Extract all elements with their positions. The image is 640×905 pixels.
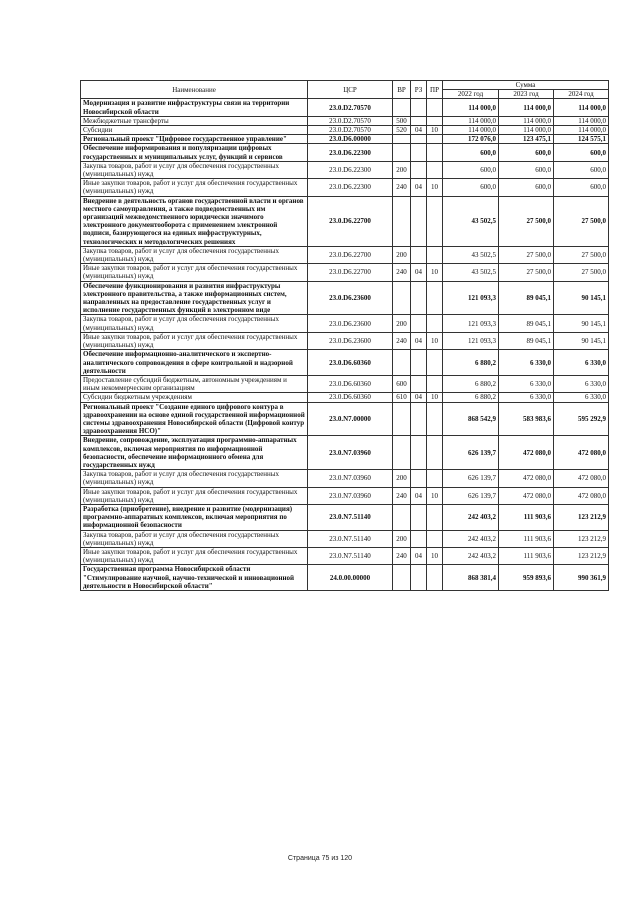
table-row [81, 135, 609, 144]
row-name: Предоставление субсидий бюджетным, автономным учреждениям и иным некоммерческим организациям [81, 375, 308, 392]
row-name: Обеспечение информационно-аналитического и экспертно-аналитического сопровождения в сфере контрольной и надзорной деятельности [81, 350, 308, 376]
table-row [81, 161, 609, 178]
row-amount-2024: 27 500,0 [554, 246, 609, 263]
row-amount-2022: 626 139,7 [443, 436, 499, 470]
row-pr [427, 565, 443, 591]
table-row [81, 264, 609, 281]
row-csr: 23.0.D6.60360 [308, 350, 393, 376]
row-rz [411, 196, 427, 246]
row-pr [427, 504, 443, 530]
table-row [81, 196, 609, 246]
table-row [81, 470, 609, 487]
row-amount-2024: 600,0 [554, 144, 609, 161]
row-rz [411, 375, 427, 392]
row-vr: 240 [393, 487, 411, 504]
row-amount-2024: 90 145,1 [554, 332, 609, 349]
row-name: Внедрение, сопровождение, эксплуатация программно-аппаратных комплексов, включая мероприятия по информационной безопасности, обеспечение информационного обмена для государственных нужд [81, 436, 308, 470]
row-amount-2023: 472 080,0 [499, 436, 554, 470]
row-csr: 23.0.D6.22300 [308, 179, 393, 196]
header-pr: ПР [427, 81, 443, 99]
table-row [81, 350, 609, 376]
header-sum: Сумма [443, 81, 609, 90]
row-vr [393, 402, 411, 436]
row-rz [411, 144, 427, 161]
row-rz [411, 436, 427, 470]
row-amount-2023: 472 080,0 [499, 487, 554, 504]
row-rz: 04 [411, 487, 427, 504]
row-amount-2023: 89 045,1 [499, 281, 554, 315]
row-pr [427, 350, 443, 376]
row-csr: 23.0.D6.60360 [308, 393, 393, 402]
row-name: Региональный проект "Создание единого цифрового контура в здравоохранении на основе единой государственной информационной системы здравоохранения Новосибирской области (Цифровой контур здравоохранения НСО)" [81, 402, 308, 436]
row-amount-2023: 600,0 [499, 161, 554, 178]
row-amount-2024: 124 575,1 [554, 135, 609, 144]
budget-table [80, 80, 609, 591]
table-row [81, 530, 609, 547]
row-rz: 04 [411, 393, 427, 402]
row-vr: 200 [393, 530, 411, 547]
header-name: Наименование [81, 81, 308, 99]
row-name: Модернизация и развитие инфраструктуры связи на территории Новосибирской области [81, 99, 308, 116]
row-amount-2023: 89 045,1 [499, 315, 554, 332]
row-csr: 23.0.N7.03960 [308, 470, 393, 487]
row-rz [411, 161, 427, 178]
row-amount-2023: 959 893,6 [499, 565, 554, 591]
row-name: Иные закупки товаров, работ и услуг для обеспечения государственных (муниципальных) нужд [81, 179, 308, 196]
row-amount-2024: 114 000,0 [554, 126, 609, 135]
row-amount-2024: 90 145,1 [554, 315, 609, 332]
table-body [81, 99, 609, 591]
row-pr: 10 [427, 547, 443, 564]
row-amount-2022: 242 403,2 [443, 530, 499, 547]
row-vr [393, 565, 411, 591]
table-row [81, 144, 609, 161]
table-row [81, 179, 609, 196]
row-amount-2024: 123 212,9 [554, 547, 609, 564]
row-csr: 23.0.D6.00000 [308, 135, 393, 144]
row-amount-2023: 6 330,0 [499, 375, 554, 392]
row-amount-2024: 114 000,0 [554, 116, 609, 125]
header-csr: ЦСР [308, 81, 393, 99]
row-rz: 04 [411, 332, 427, 349]
row-pr [427, 99, 443, 116]
row-name: Государственная программа Новосибирской области "Стимулирование научной, научно-технической и инновационной деятельности в Новосибирской области" [81, 565, 308, 591]
row-csr: 23.0.D6.22700 [308, 196, 393, 246]
row-rz: 04 [411, 179, 427, 196]
row-pr: 10 [427, 126, 443, 135]
row-vr [393, 135, 411, 144]
row-name: Закупка товаров, работ и услуг для обеспечения государственных (муниципальных) нужд [81, 315, 308, 332]
table-row [81, 393, 609, 402]
budget-table-container [80, 80, 608, 591]
row-rz: 04 [411, 547, 427, 564]
row-vr: 200 [393, 246, 411, 263]
row-vr [393, 196, 411, 246]
row-pr [427, 144, 443, 161]
row-pr [427, 116, 443, 125]
row-amount-2024: 600,0 [554, 179, 609, 196]
row-vr [393, 144, 411, 161]
row-vr [393, 350, 411, 376]
header-year-2022: 2022 год [443, 90, 499, 99]
row-amount-2023: 114 000,0 [499, 116, 554, 125]
row-pr: 10 [427, 179, 443, 196]
row-csr: 23.0.N7.51140 [308, 504, 393, 530]
row-amount-2022: 43 502,5 [443, 196, 499, 246]
row-amount-2022: 6 880,2 [443, 350, 499, 376]
table-row [81, 116, 609, 125]
row-amount-2022: 868 381,4 [443, 565, 499, 591]
row-amount-2024: 595 292,9 [554, 402, 609, 436]
row-amount-2024: 472 080,0 [554, 436, 609, 470]
row-amount-2022: 242 403,2 [443, 547, 499, 564]
row-pr [427, 470, 443, 487]
row-amount-2024: 472 080,0 [554, 487, 609, 504]
row-vr: 600 [393, 375, 411, 392]
header-vr: ВР [393, 81, 411, 99]
row-amount-2022: 114 000,0 [443, 99, 499, 116]
row-amount-2023: 27 500,0 [499, 264, 554, 281]
row-amount-2024: 600,0 [554, 161, 609, 178]
row-vr: 240 [393, 332, 411, 349]
row-rz [411, 470, 427, 487]
row-vr: 240 [393, 179, 411, 196]
row-csr: 24.0.00.00000 [308, 565, 393, 591]
row-amount-2022: 242 403,2 [443, 504, 499, 530]
row-vr [393, 436, 411, 470]
row-rz [411, 99, 427, 116]
table-row [81, 126, 609, 135]
row-rz [411, 565, 427, 591]
row-amount-2023: 600,0 [499, 179, 554, 196]
row-amount-2023: 114 000,0 [499, 99, 554, 116]
row-rz: 04 [411, 126, 427, 135]
header-year-2023: 2023 год [499, 90, 554, 99]
row-name: Закупка товаров, работ и услуг для обеспечения государственных (муниципальных) нужд [81, 161, 308, 178]
row-pr [427, 161, 443, 178]
row-amount-2024: 27 500,0 [554, 196, 609, 246]
row-amount-2024: 6 330,0 [554, 375, 609, 392]
row-amount-2022: 600,0 [443, 144, 499, 161]
row-csr: 23.0.N7.00000 [308, 402, 393, 436]
row-csr: 23.0.D6.23600 [308, 281, 393, 315]
row-name: Закупка товаров, работ и услуг для обеспечения государственных (муниципальных) нужд [81, 530, 308, 547]
table-row [81, 99, 609, 116]
row-amount-2023: 583 983,6 [499, 402, 554, 436]
row-amount-2023: 6 330,0 [499, 393, 554, 402]
row-amount-2022: 121 093,3 [443, 332, 499, 349]
table-row [81, 281, 609, 315]
row-amount-2023: 27 500,0 [499, 246, 554, 263]
row-rz [411, 116, 427, 125]
row-csr: 23.0.D6.22300 [308, 144, 393, 161]
row-rz [411, 315, 427, 332]
row-csr: 23.0.N7.03960 [308, 487, 393, 504]
row-pr [427, 281, 443, 315]
table-row [81, 332, 609, 349]
row-amount-2022: 6 880,2 [443, 393, 499, 402]
row-name: Внедрение в деятельность органов государственной власти и органов местного самоуправления, а также подведомственных им организаций межведомственного юридически значимого электронного документооборота с применением электронной подписи, базирующегося на единых инфраструктурных, технологических и методологических решениях [81, 196, 308, 246]
table-row [81, 547, 609, 564]
table-row [81, 565, 609, 591]
row-csr: 23.0.N7.51140 [308, 547, 393, 564]
header-rz: РЗ [411, 81, 427, 99]
row-amount-2024: 6 330,0 [554, 393, 609, 402]
row-amount-2022: 626 139,7 [443, 470, 499, 487]
row-name: Закупка товаров, работ и услуг для обеспечения государственных (муниципальных) нужд [81, 470, 308, 487]
row-vr: 240 [393, 264, 411, 281]
row-amount-2022: 6 880,2 [443, 375, 499, 392]
row-amount-2024: 27 500,0 [554, 264, 609, 281]
row-name: Разработка (приобретение), внедрение и развитие (модернизация) программно-аппаратных комплексов, включая мероприятия по информационной безопасности [81, 504, 308, 530]
row-amount-2023: 27 500,0 [499, 196, 554, 246]
table-row [81, 315, 609, 332]
row-pr: 10 [427, 332, 443, 349]
row-amount-2023: 472 080,0 [499, 470, 554, 487]
row-pr: 10 [427, 393, 443, 402]
row-amount-2023: 600,0 [499, 144, 554, 161]
header-year-2024: 2024 год [554, 90, 609, 99]
row-vr [393, 504, 411, 530]
row-amount-2022: 121 093,3 [443, 315, 499, 332]
row-vr: 520 [393, 126, 411, 135]
row-csr: 23.0.D6.22700 [308, 246, 393, 263]
row-pr [427, 315, 443, 332]
row-pr: 10 [427, 487, 443, 504]
row-name: Иные закупки товаров, работ и услуг для обеспечения государственных (муниципальных) нужд [81, 264, 308, 281]
row-name: Обеспечение функционирования и развития инфраструктуры электронного правительства, а также информационных систем, направленных на предоставление государственных услуг и исполнение государственных функций в электронном виде [81, 281, 308, 315]
row-amount-2022: 43 502,5 [443, 264, 499, 281]
row-amount-2022: 114 000,0 [443, 116, 499, 125]
row-csr: 23.0.D2.70570 [308, 116, 393, 125]
row-pr [427, 530, 443, 547]
row-name: Региональный проект "Цифровое государственное управление" [81, 135, 308, 144]
row-rz [411, 135, 427, 144]
row-amount-2024: 123 212,9 [554, 530, 609, 547]
row-amount-2023: 89 045,1 [499, 332, 554, 349]
row-amount-2022: 626 139,7 [443, 487, 499, 504]
row-vr: 200 [393, 161, 411, 178]
row-csr: 23.0.D2.70570 [308, 126, 393, 135]
row-rz [411, 504, 427, 530]
table-row [81, 504, 609, 530]
row-name: Обеспечение информирования и популяризации цифровых государственных и муниципальных услуг, функций и сервисов [81, 144, 308, 161]
row-vr [393, 281, 411, 315]
row-amount-2022: 600,0 [443, 179, 499, 196]
row-csr: 23.0.N7.51140 [308, 530, 393, 547]
row-rz [411, 350, 427, 376]
table-row [81, 436, 609, 470]
row-amount-2022: 43 502,5 [443, 246, 499, 263]
table-row [81, 375, 609, 392]
row-rz [411, 281, 427, 315]
row-csr: 23.0.D6.23600 [308, 315, 393, 332]
row-name: Иные закупки товаров, работ и услуг для обеспечения государственных (муниципальных) нужд [81, 487, 308, 504]
row-rz [411, 530, 427, 547]
row-vr: 200 [393, 470, 411, 487]
row-amount-2022: 114 000,0 [443, 126, 499, 135]
row-amount-2023: 111 903,6 [499, 530, 554, 547]
row-name: Закупка товаров, работ и услуг для обеспечения государственных (муниципальных) нужд [81, 246, 308, 263]
row-amount-2024: 123 212,9 [554, 504, 609, 530]
row-name: Иные закупки товаров, работ и услуг для обеспечения государственных (муниципальных) нужд [81, 332, 308, 349]
row-amount-2023: 111 903,6 [499, 504, 554, 530]
row-amount-2022: 600,0 [443, 161, 499, 178]
row-pr [427, 402, 443, 436]
row-amount-2024: 990 361,9 [554, 565, 609, 591]
row-rz: 04 [411, 264, 427, 281]
row-rz [411, 246, 427, 263]
row-amount-2023: 6 330,0 [499, 350, 554, 376]
table-row [81, 246, 609, 263]
row-amount-2024: 90 145,1 [554, 281, 609, 315]
row-amount-2024: 472 080,0 [554, 470, 609, 487]
row-amount-2022: 868 542,9 [443, 402, 499, 436]
row-vr: 500 [393, 116, 411, 125]
row-csr: 23.0.N7.03960 [308, 436, 393, 470]
row-amount-2023: 123 475,1 [499, 135, 554, 144]
row-vr: 610 [393, 393, 411, 402]
row-pr: 10 [427, 264, 443, 281]
row-name: Субсидии бюджетным учреждениям [81, 393, 308, 402]
row-csr: 23.0.D6.23600 [308, 332, 393, 349]
row-amount-2023: 111 903,6 [499, 547, 554, 564]
row-pr [427, 135, 443, 144]
row-vr: 240 [393, 547, 411, 564]
row-csr: 23.0.D6.22300 [308, 161, 393, 178]
row-amount-2022: 121 093,3 [443, 281, 499, 315]
row-pr [427, 246, 443, 263]
table-row [81, 402, 609, 436]
row-name: Иные закупки товаров, работ и услуг для обеспечения государственных (муниципальных) нужд [81, 547, 308, 564]
row-vr [393, 99, 411, 116]
row-vr: 200 [393, 315, 411, 332]
row-csr: 23.0.D2.70570 [308, 99, 393, 116]
row-rz [411, 402, 427, 436]
row-name: Субсидии [81, 126, 308, 135]
row-amount-2023: 114 000,0 [499, 126, 554, 135]
row-name: Межбюджетные трансферты [81, 116, 308, 125]
row-csr: 23.0.D6.22700 [308, 264, 393, 281]
row-csr: 23.0.D6.60360 [308, 375, 393, 392]
row-pr [427, 436, 443, 470]
table-row [81, 487, 609, 504]
row-pr [427, 375, 443, 392]
row-pr [427, 196, 443, 246]
row-amount-2024: 114 000,0 [554, 99, 609, 116]
row-amount-2024: 6 330,0 [554, 350, 609, 376]
page-number: Страница 75 из 120 [287, 855, 353, 862]
row-amount-2022: 172 076,0 [443, 135, 499, 144]
